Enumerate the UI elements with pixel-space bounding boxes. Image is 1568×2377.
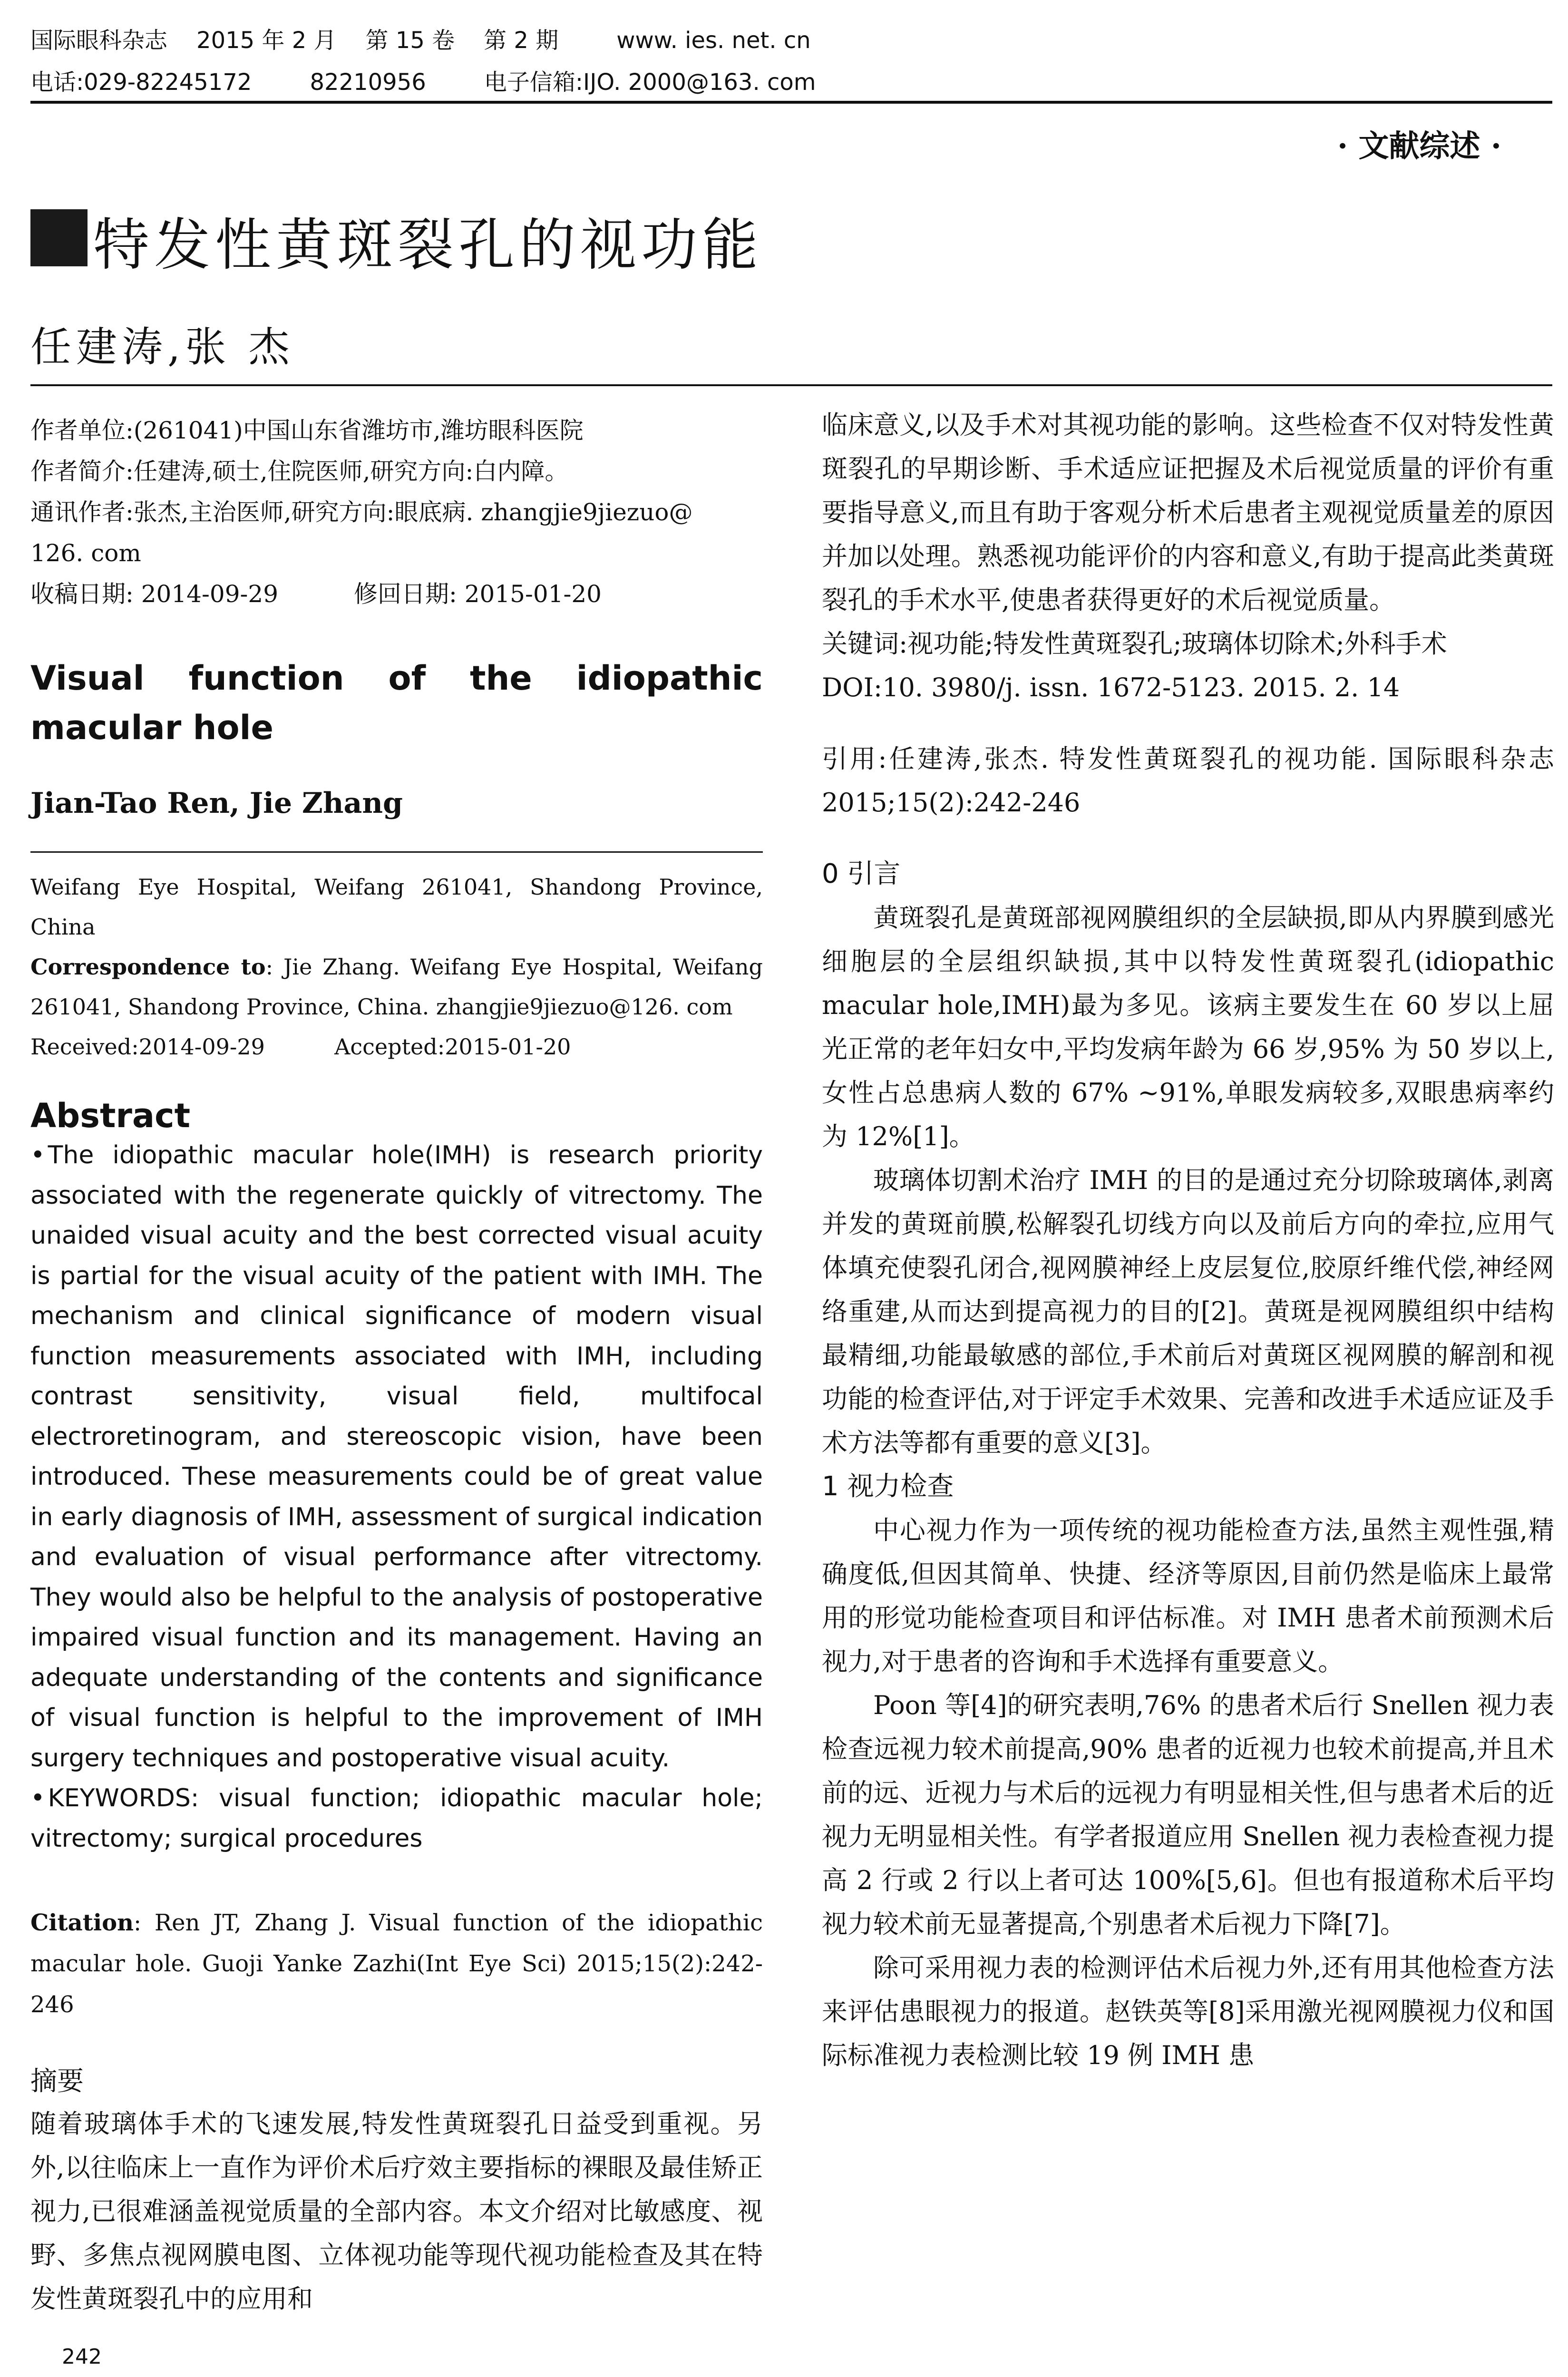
affiliation <box>30 867 763 1067</box>
section-1-heading: 1 视力检查 <box>822 1471 954 1502</box>
section-0-heading: 0 引言 <box>822 858 901 889</box>
paragraph: 黄斑裂孔是黄斑部视网膜组织的全层缺损,即从内界膜到感光细胞层的全层组织缺损,其中以特发性黄斑裂孔(idiopathic macular hole,IMH)最为多见。该病主要发生在 60 岁以上屈光正常的老年妇女中,平均发病年龄为 66 岁,95% 为 50 岁以上,女性占总患病人数的 67% ~91%,单眼发病较多,双眼患病率约为 12%[1]。 <box>822 903 1554 1151</box>
english-title: Visual function of the idiopathic macular hole <box>30 659 763 747</box>
bullet-icon: • <box>30 1784 45 1812</box>
paragraph: 玻璃体切割术治疗 IMH 的目的是通过充分切除玻璃体,剥离并发的黄斑前膜,松解裂孔切线方向以及前后方向的牵拉,应用气体填充使裂孔闭合,视网膜神经上皮层复位,胶原纤维代偿,神经网络重建,从而达到提高视力的目的[2]。黄斑是视网膜组织中结构最精细,功能最敏感的部位,手术前后对黄斑区视网膜的解剖和视功能的检查评估,对于评定手术效果、完善和改进手术适应证及手术方法等都有重要的意义[3]。 <box>822 1165 1554 1458</box>
abstract-heading: Abstract <box>30 1096 191 1135</box>
author-intro: 作者简介:任建涛,硕士,住院医师,研究方向:白内障。 <box>30 458 569 485</box>
right-column <box>822 403 1554 2077</box>
paragraph: Poon 等[4]的研究表明,76% 的患者术后行 Snellen 视力表检查远视力较术前提高,90% 患者的近视力也较术前提高,并且术前的远、近视力与术后的远视力有明显相关性,但与患者术后的近视力无明显相关性。有学者报道应用 Snellen 视力表检查视力提高 2 行或 2 行以上者可达 100%[5,6]。但也有报道称术后平均视力较术前无显著提高,个别患者术后视力下降[7]。 <box>822 1690 1554 1939</box>
affiliation-line: Weifang Eye Hospital, Weifang 261041, Shandong Province, China <box>30 874 763 940</box>
received-dates-cn: 收稿日期: 2014-09-29 修回日期: 2015-01-20 <box>30 580 602 608</box>
section-0-body <box>822 896 1554 1465</box>
correspondence-en <box>30 947 763 1027</box>
authors-cn: 任建涛,张 杰 <box>30 323 294 371</box>
correspondence-label: Correspondence to <box>30 954 266 980</box>
paragraph: 除可采用视力表的检测评估术后视力外,还有用其他检查方法来评估患眼视力的报道。赵铁英等[8]采用激光视网膜视力仪和国际标准视力表检测比较 19 例 IMH 患 <box>822 1953 1554 2070</box>
citation-en <box>30 1902 763 2025</box>
section-1-body <box>822 1509 1554 2077</box>
abstract-text <box>30 1135 763 1778</box>
section-tag: · 文献综述 · <box>1337 128 1501 164</box>
page-number: 242 <box>62 2345 102 2369</box>
zh-keywords: 关键词:视功能;特发性黄斑裂孔;玻璃体切除术;外科手术 <box>822 629 1447 659</box>
corresponding-email: 126. com <box>30 539 141 567</box>
english-authors: Jian-Tao Ren, Jie Zhang <box>30 787 403 820</box>
abstract-keywords <box>30 1778 763 1859</box>
author-unit: 作者单位:(261041)中国山东省潍坊市,潍坊眼科医院 <box>30 417 584 444</box>
zh-abstract-heading: 摘要 <box>30 2066 84 2097</box>
received-dates-en: Received:2014-09-29 Accepted:2015-01-20 <box>30 1034 571 1060</box>
citation-text: : Ren JT, Zhang J. Visual function of the idiopathic macular hole. Guoji Yanke Zazhi(Int Eye Sci) 2015;15(2):242-246 <box>30 1909 763 2018</box>
corresponding-author: 通讯作者:张杰,主治医师,研究方向:眼底病. zhangjie9jiezuo@ <box>30 498 693 526</box>
abstract-body <box>30 1135 763 1859</box>
journal-header-line1: 国际眼科杂志 2015 年 2 月 第 15 卷 第 2 期 www. ies. net. cn <box>30 27 811 54</box>
paragraph: 中心视力作为一项传统的视功能检查方法,虽然主观性强,精确度低,但因其简单、快捷、经济等原因,目前仍然是临床上最常用的形觉功能检查项目和评估标准。对 IMH 患者术前预测术后视力,对于患者的咨询和手术选择有重要意义。 <box>822 1515 1554 1676</box>
zh-abstract-left <box>30 2102 763 2321</box>
zh-abstract-right <box>822 403 1554 825</box>
article-title: 特发性黄斑裂孔的视功能 <box>93 212 763 278</box>
title-marker <box>30 209 88 266</box>
zh-abstract-text-left: 随着玻璃体手术的飞速发展,特发性黄斑裂孔日益受到重视。另外,以往临床上一直作为评价术后疗效主要指标的裸眼及最佳矫正视力,已很难涵盖视觉质量的全部内容。本文介绍对比敏感度、视野、多焦点视网膜电图、立体视功能等现代视功能检查及其在特发性黄斑裂孔中的应用和 <box>30 2109 763 2314</box>
abstract-text-content: The idiopathic macular hole(IMH) is research priority associated with the regenerate quickly of vitrectomy. The unaided visual acuity and the best corrected visual acuity is partial for the visual acuity of the patient with IMH. The mechanism and clinical significance of modern visual function measurements associated with IMH, including contrast sensitivity, visual field, multifocal electroretinogram, and stereoscopic vision, have been introduced. These measurements could be of great value in early diagnosis of IMH, assessment of surgical indication and evaluation of visual performance after vitrectomy. They would also be helpful to the analysis of postoperative impaired visual function and its management. Having an adequate understanding of the contents and significance of visual function is helpful to the improvement of IMH surgery techniques and postoperative visual acuity. <box>30 1141 763 1773</box>
left-column <box>30 410 763 2321</box>
zh-abstract-text-right: 临床意义,以及手术对其视功能的影响。这些检查不仅对特发性黄斑裂孔的早期诊断、手术适应证把握及术后视觉质量的评价有重要指导意义,而且有助于客观分析术后患者主观视觉质量差的原因并加以处理。熟悉视功能评价的内容和意义,有助于提高此类黄斑裂孔的手术水平,使患者获得更好的术后视觉质量。 <box>822 410 1554 615</box>
author-meta <box>30 410 763 614</box>
citation-label: Citation <box>30 1909 134 1936</box>
abstract-keywords-text: KEYWORDS: visual function; idiopathic macular hole; vitrectomy; surgical procedures <box>30 1784 763 1853</box>
bullet-icon: • <box>30 1141 45 1169</box>
zh-citation: 引用:任建涛,张杰. 特发性黄斑裂孔的视功能. 国际眼科杂志 2015;15(2):242-246 <box>822 744 1554 818</box>
correspondence-text: : Jie Zhang. Weifang Eye Hospital, Weifang 261041, Shandong Province, China. zhangjie9jiezuo@126. com <box>30 954 763 1020</box>
header-rule <box>30 101 1552 104</box>
doi: DOI:10. 3980/j. issn. 1672-5123. 2015. 2. 14 <box>822 672 1400 702</box>
title-rule <box>30 384 1552 386</box>
journal-header-line2: 电话:029-82245172 82210956 电子信箱:IJO. 2000@163. com <box>30 69 816 96</box>
